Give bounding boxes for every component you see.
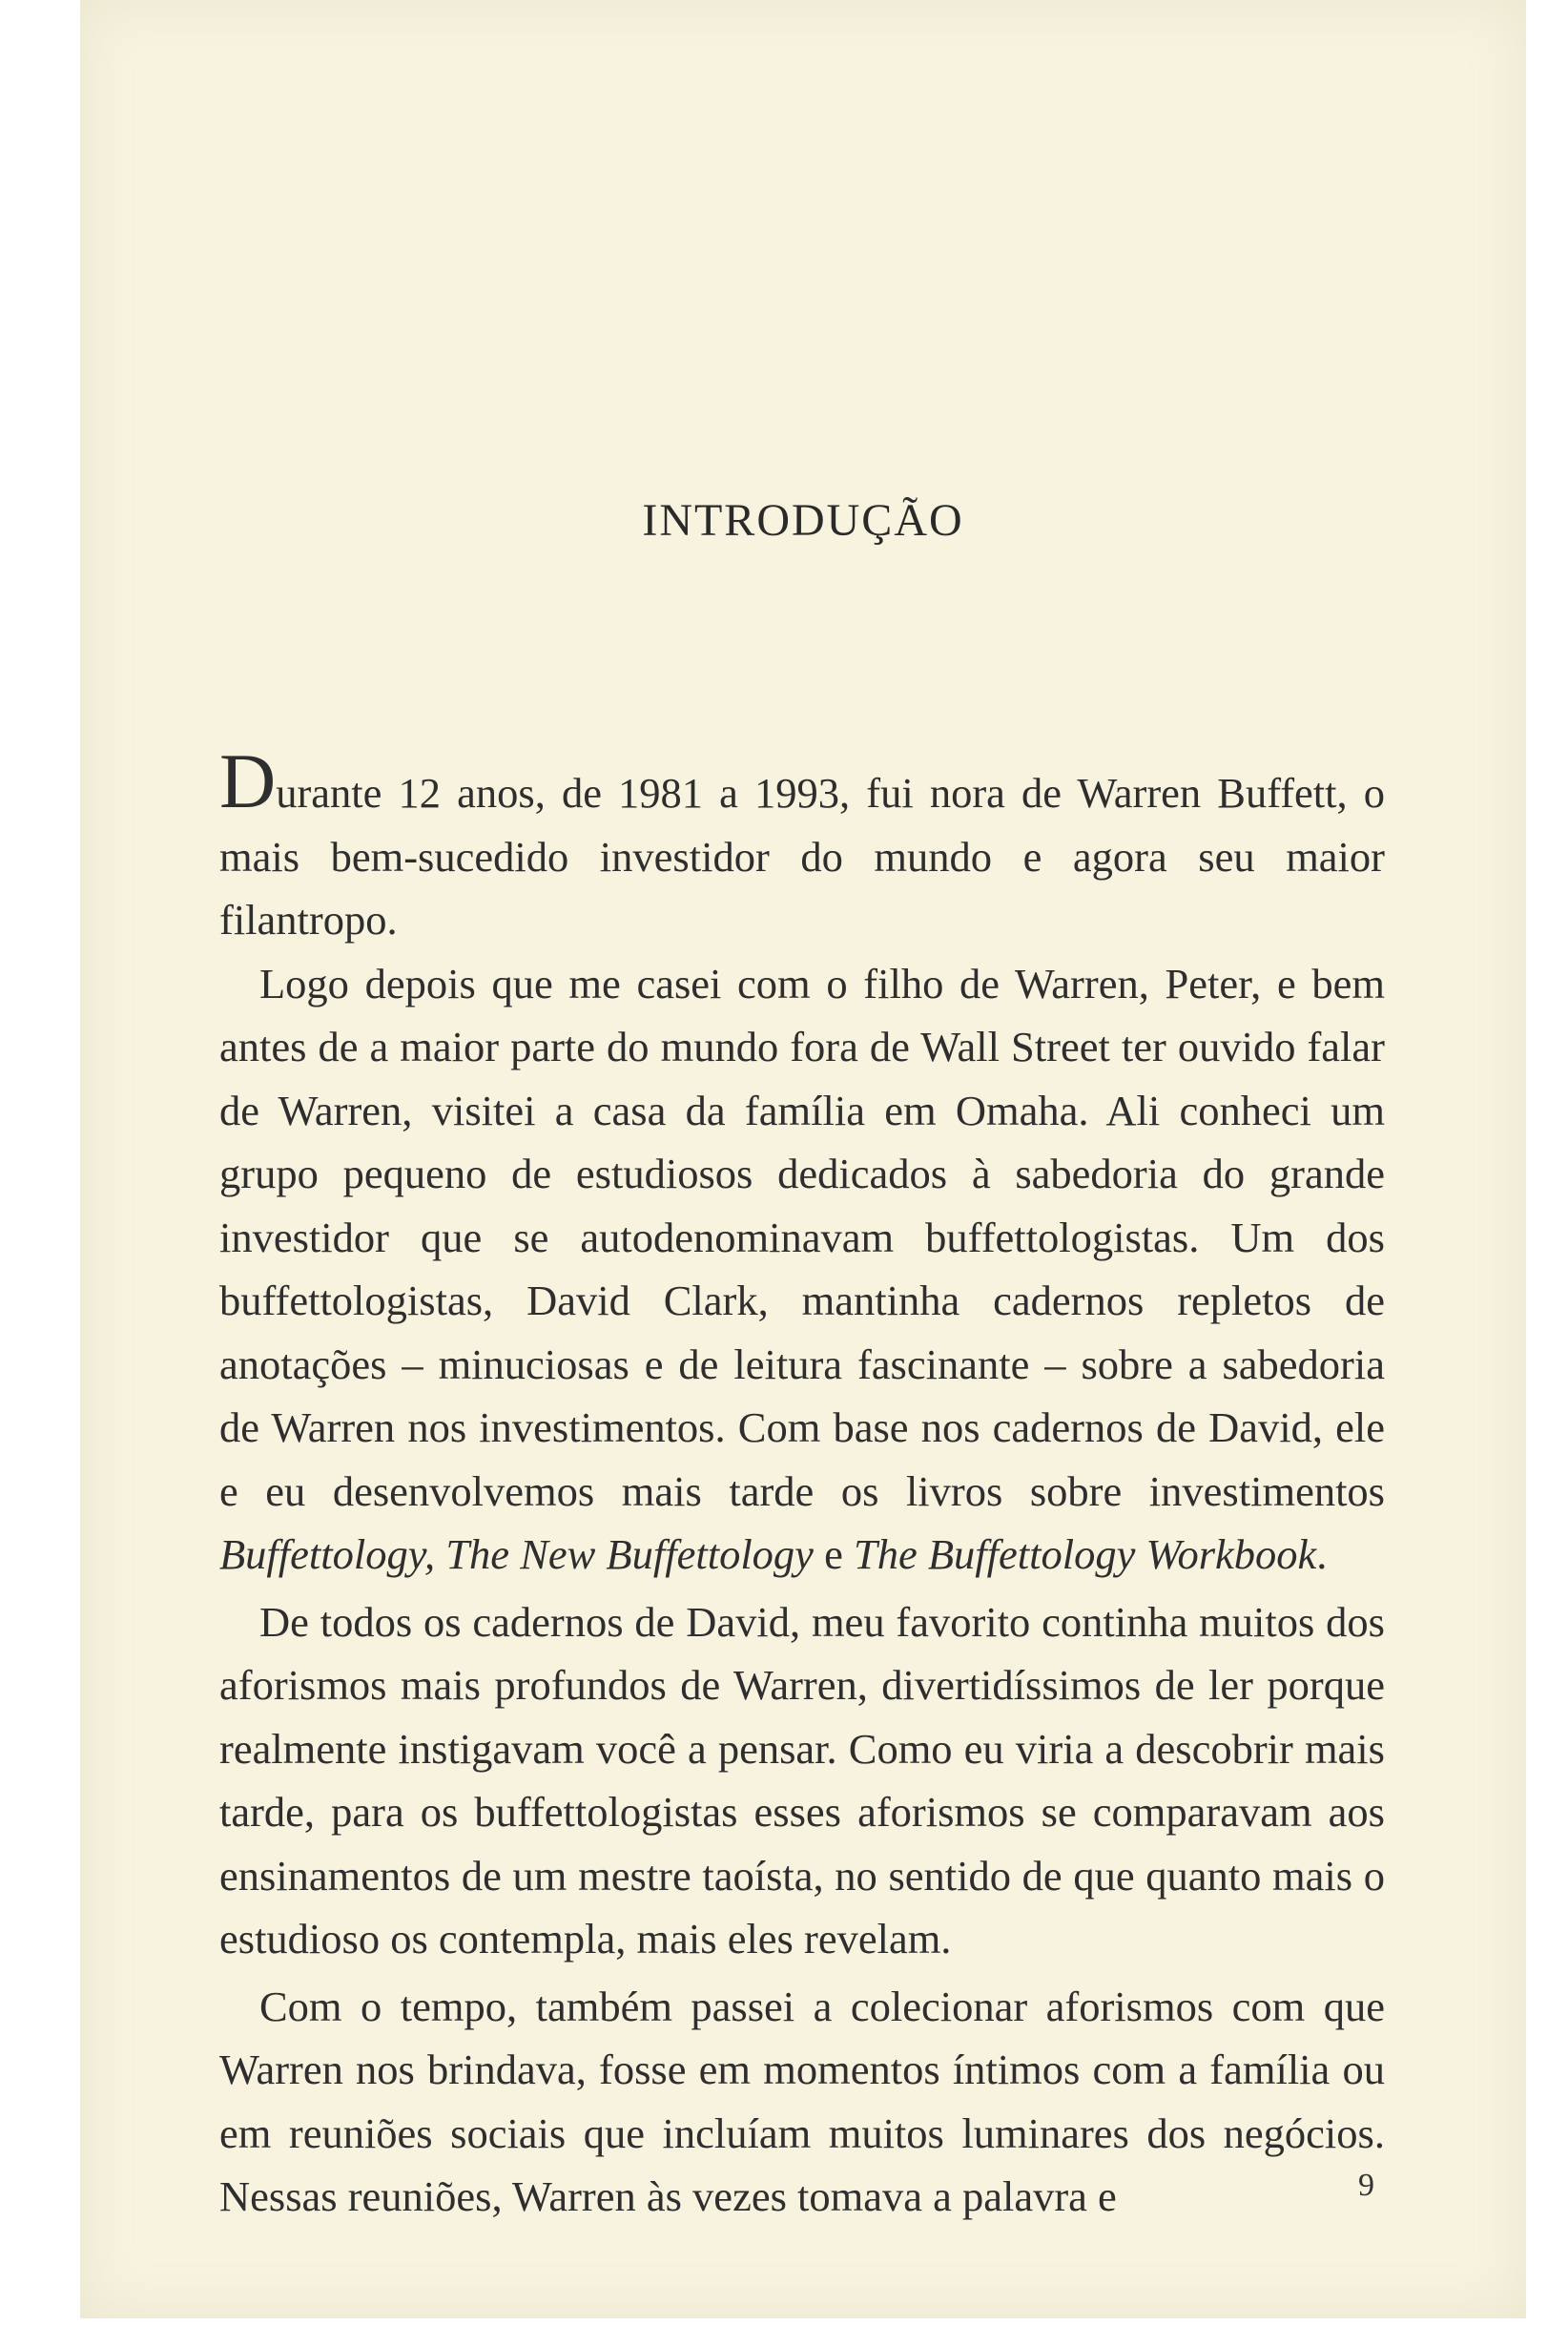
body-text	[219, 737, 1385, 2229]
paragraph-1	[219, 737, 1385, 952]
paragraph-4: Com o tempo, também passei a colecionar aforismos com que Warren nos brindava, fosse em momentos íntimos com a família ou em reuniões sociais que incluíam muitos luminares dos negócios. Nessas reuniões, Warren às vezes tomava a palavra e	[219, 1982, 1385, 2220]
book-title-2: The New Buffettology	[445, 1530, 814, 1578]
book-title-3: The Buffettology Workbook	[853, 1530, 1317, 1578]
paragraph-2-text: Logo depois que me casei com o filho de Warren, Peter, e bem antes de a maior parte do mundo fora de Wall Street ter ouvido falar de Warren, visitei a casa da família em Omaha. Ali conheci um grupo pequeno de estudiosos dedicados à sabedoria do grande investidor que se autodenominavam buffettologistas. Um dos buffettologistas, David Clark, mantinha cadernos repletos de anotações – minuciosas e de leitura fascinante – sobre a sabedoria de Warren nos investimentos. Com base nos cadernos de David, ele e eu desenvolvemos mais tarde os livros sobre investimentos	[219, 959, 1385, 1515]
page-number: 9	[1358, 2168, 1374, 2203]
drop-cap: D	[219, 737, 277, 824]
book-title-1: Buffettology,	[219, 1530, 436, 1578]
paragraph-2-end: .	[1316, 1530, 1328, 1578]
chapter-title: INTRODUÇÃO	[642, 495, 964, 546]
connector: e	[824, 1530, 843, 1578]
paragraph-1-text: urante 12 anos, de 1981 a 1993, fui nora de Warren Buffett, o mais bem-sucedido investidor do mundo e agora seu maior filantropo.	[219, 769, 1385, 944]
paragraph-3: De todos os cadernos de David, meu favorito continha muitos dos aforismos mais profundos de Warren, divertidíssimos de ler porque realmente instigavam você a pensar. Como eu viria a descobrir mais tarde, para os buffettologistas esses aforismos se comparavam aos ensinamentos de um mestre taoísta, no sentido de que quanto mais o estudioso os contempla, mais eles revelam.	[219, 1597, 1385, 1963]
paragraph-2	[219, 952, 1385, 1587]
book-page	[80, 0, 1526, 2318]
